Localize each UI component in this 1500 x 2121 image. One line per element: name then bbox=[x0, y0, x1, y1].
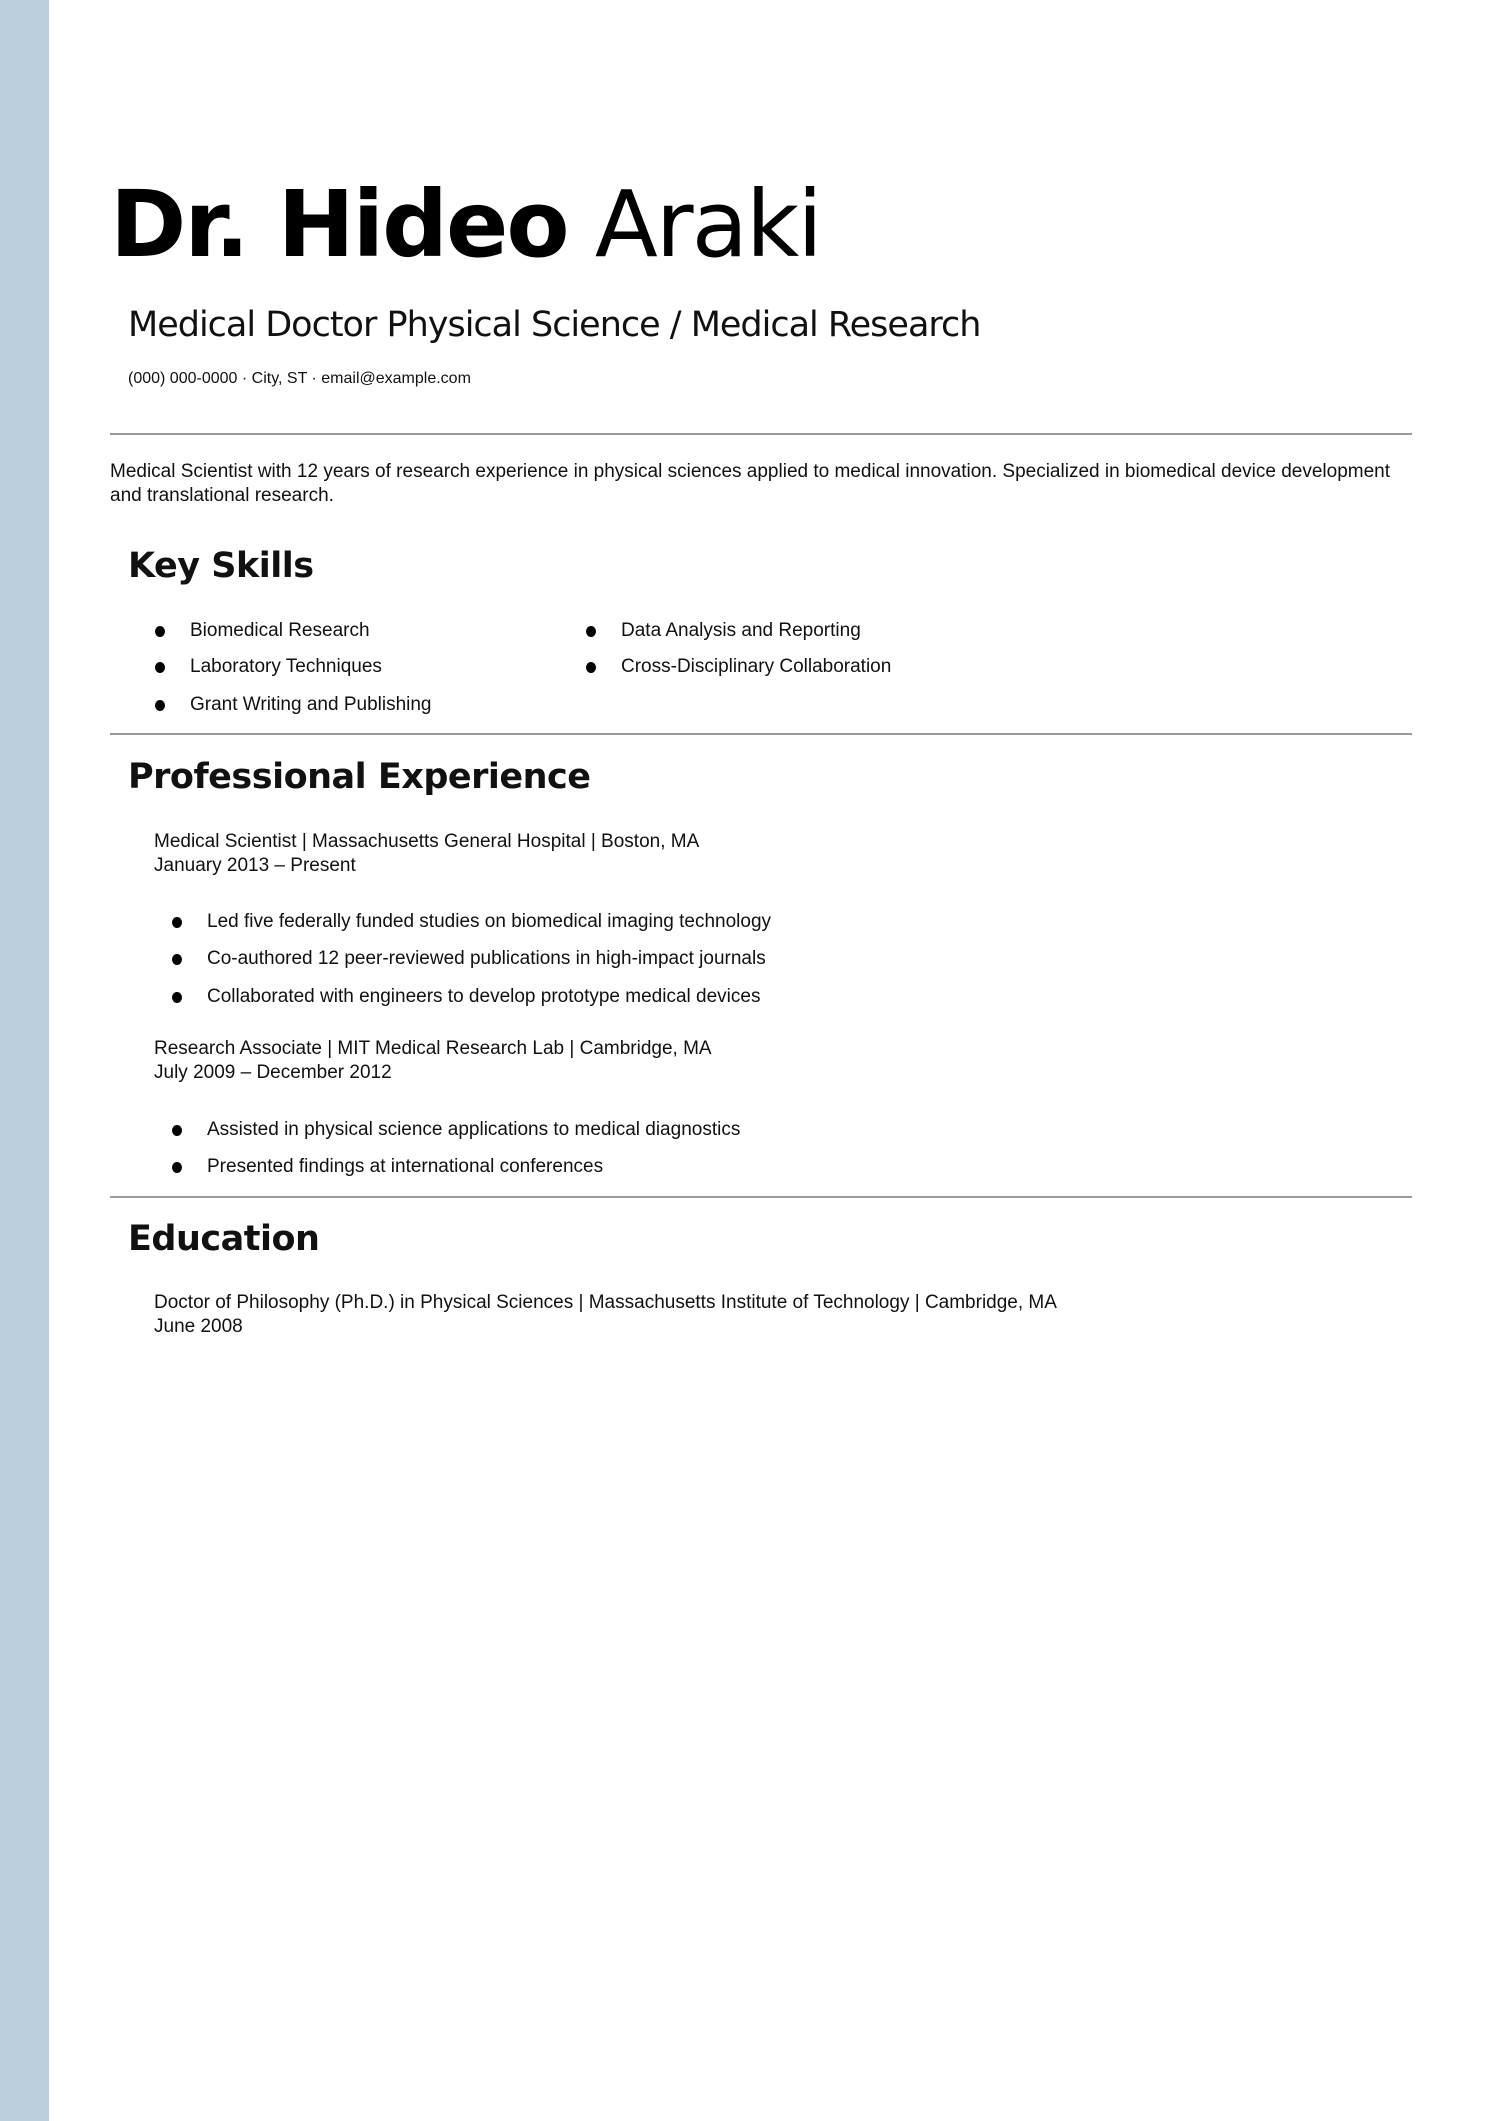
section-heading-education: Education bbox=[128, 1219, 320, 1259]
bullet-icon bbox=[155, 626, 165, 637]
section-heading-experience: Professional Experience bbox=[128, 757, 591, 797]
job-title-line: Research Associate | MIT Medical Research Lab | Cambridge, MA bbox=[154, 1038, 712, 1059]
section-heading-skills: Key Skills bbox=[128, 546, 314, 586]
divider bbox=[110, 433, 1412, 435]
skill-item: Cross-Disciplinary Collaboration bbox=[621, 656, 892, 677]
bullet-icon bbox=[586, 626, 596, 637]
skill-item: Laboratory Techniques bbox=[190, 656, 382, 677]
job-bullet: Co-authored 12 peer-reviewed publications in high-impact journals bbox=[207, 948, 766, 969]
skill-item: Data Analysis and Reporting bbox=[621, 620, 861, 641]
contact-info: (000) 000-0000 · City, ST · email@example.com bbox=[128, 370, 471, 387]
job-title-line: Medical Scientist | Massachusetts General Hospital | Boston, MA bbox=[154, 831, 700, 852]
sidebar-accent-bar bbox=[0, 0, 49, 2121]
name-bold: Dr. Hideo bbox=[110, 171, 568, 278]
skill-item: Biomedical Research bbox=[190, 620, 370, 641]
bullet-icon bbox=[172, 992, 182, 1003]
divider bbox=[110, 1196, 1412, 1198]
skill-item: Grant Writing and Publishing bbox=[190, 694, 432, 715]
name-regular: Araki bbox=[594, 171, 821, 278]
job-bullet: Assisted in physical science applications to medical diagnostics bbox=[207, 1119, 741, 1140]
job-bullet: Presented findings at international conferences bbox=[207, 1156, 604, 1177]
bullet-icon bbox=[155, 662, 165, 673]
summary: Medical Scientist with 12 years of research experience in physical sciences applied to medical innovation. Specialized in biomedical device development and translational research. bbox=[110, 461, 1391, 506]
job-title: Medical Doctor Physical Science / Medical Research bbox=[128, 305, 981, 345]
bullet-icon bbox=[586, 662, 596, 673]
divider bbox=[110, 733, 1412, 735]
bullet-icon bbox=[172, 1125, 182, 1136]
bullet-icon bbox=[172, 917, 182, 928]
candidate-name bbox=[110, 170, 821, 280]
degree-line: Doctor of Philosophy (Ph.D.) in Physical Sciences | Massachusetts Institute of Technology | Cambridge, MA bbox=[154, 1292, 1057, 1313]
bullet-icon bbox=[172, 1162, 182, 1173]
job-bullet: Led five federally funded studies on biomedical imaging technology bbox=[207, 911, 772, 932]
bullet-icon bbox=[155, 700, 165, 711]
job-dates: January 2013 – Present bbox=[154, 855, 356, 876]
job-dates: July 2009 – December 2012 bbox=[154, 1062, 392, 1083]
job-bullet: Collaborated with engineers to develop prototype medical devices bbox=[207, 986, 761, 1007]
degree-date: June 2008 bbox=[154, 1316, 243, 1337]
bullet-icon bbox=[172, 954, 182, 965]
